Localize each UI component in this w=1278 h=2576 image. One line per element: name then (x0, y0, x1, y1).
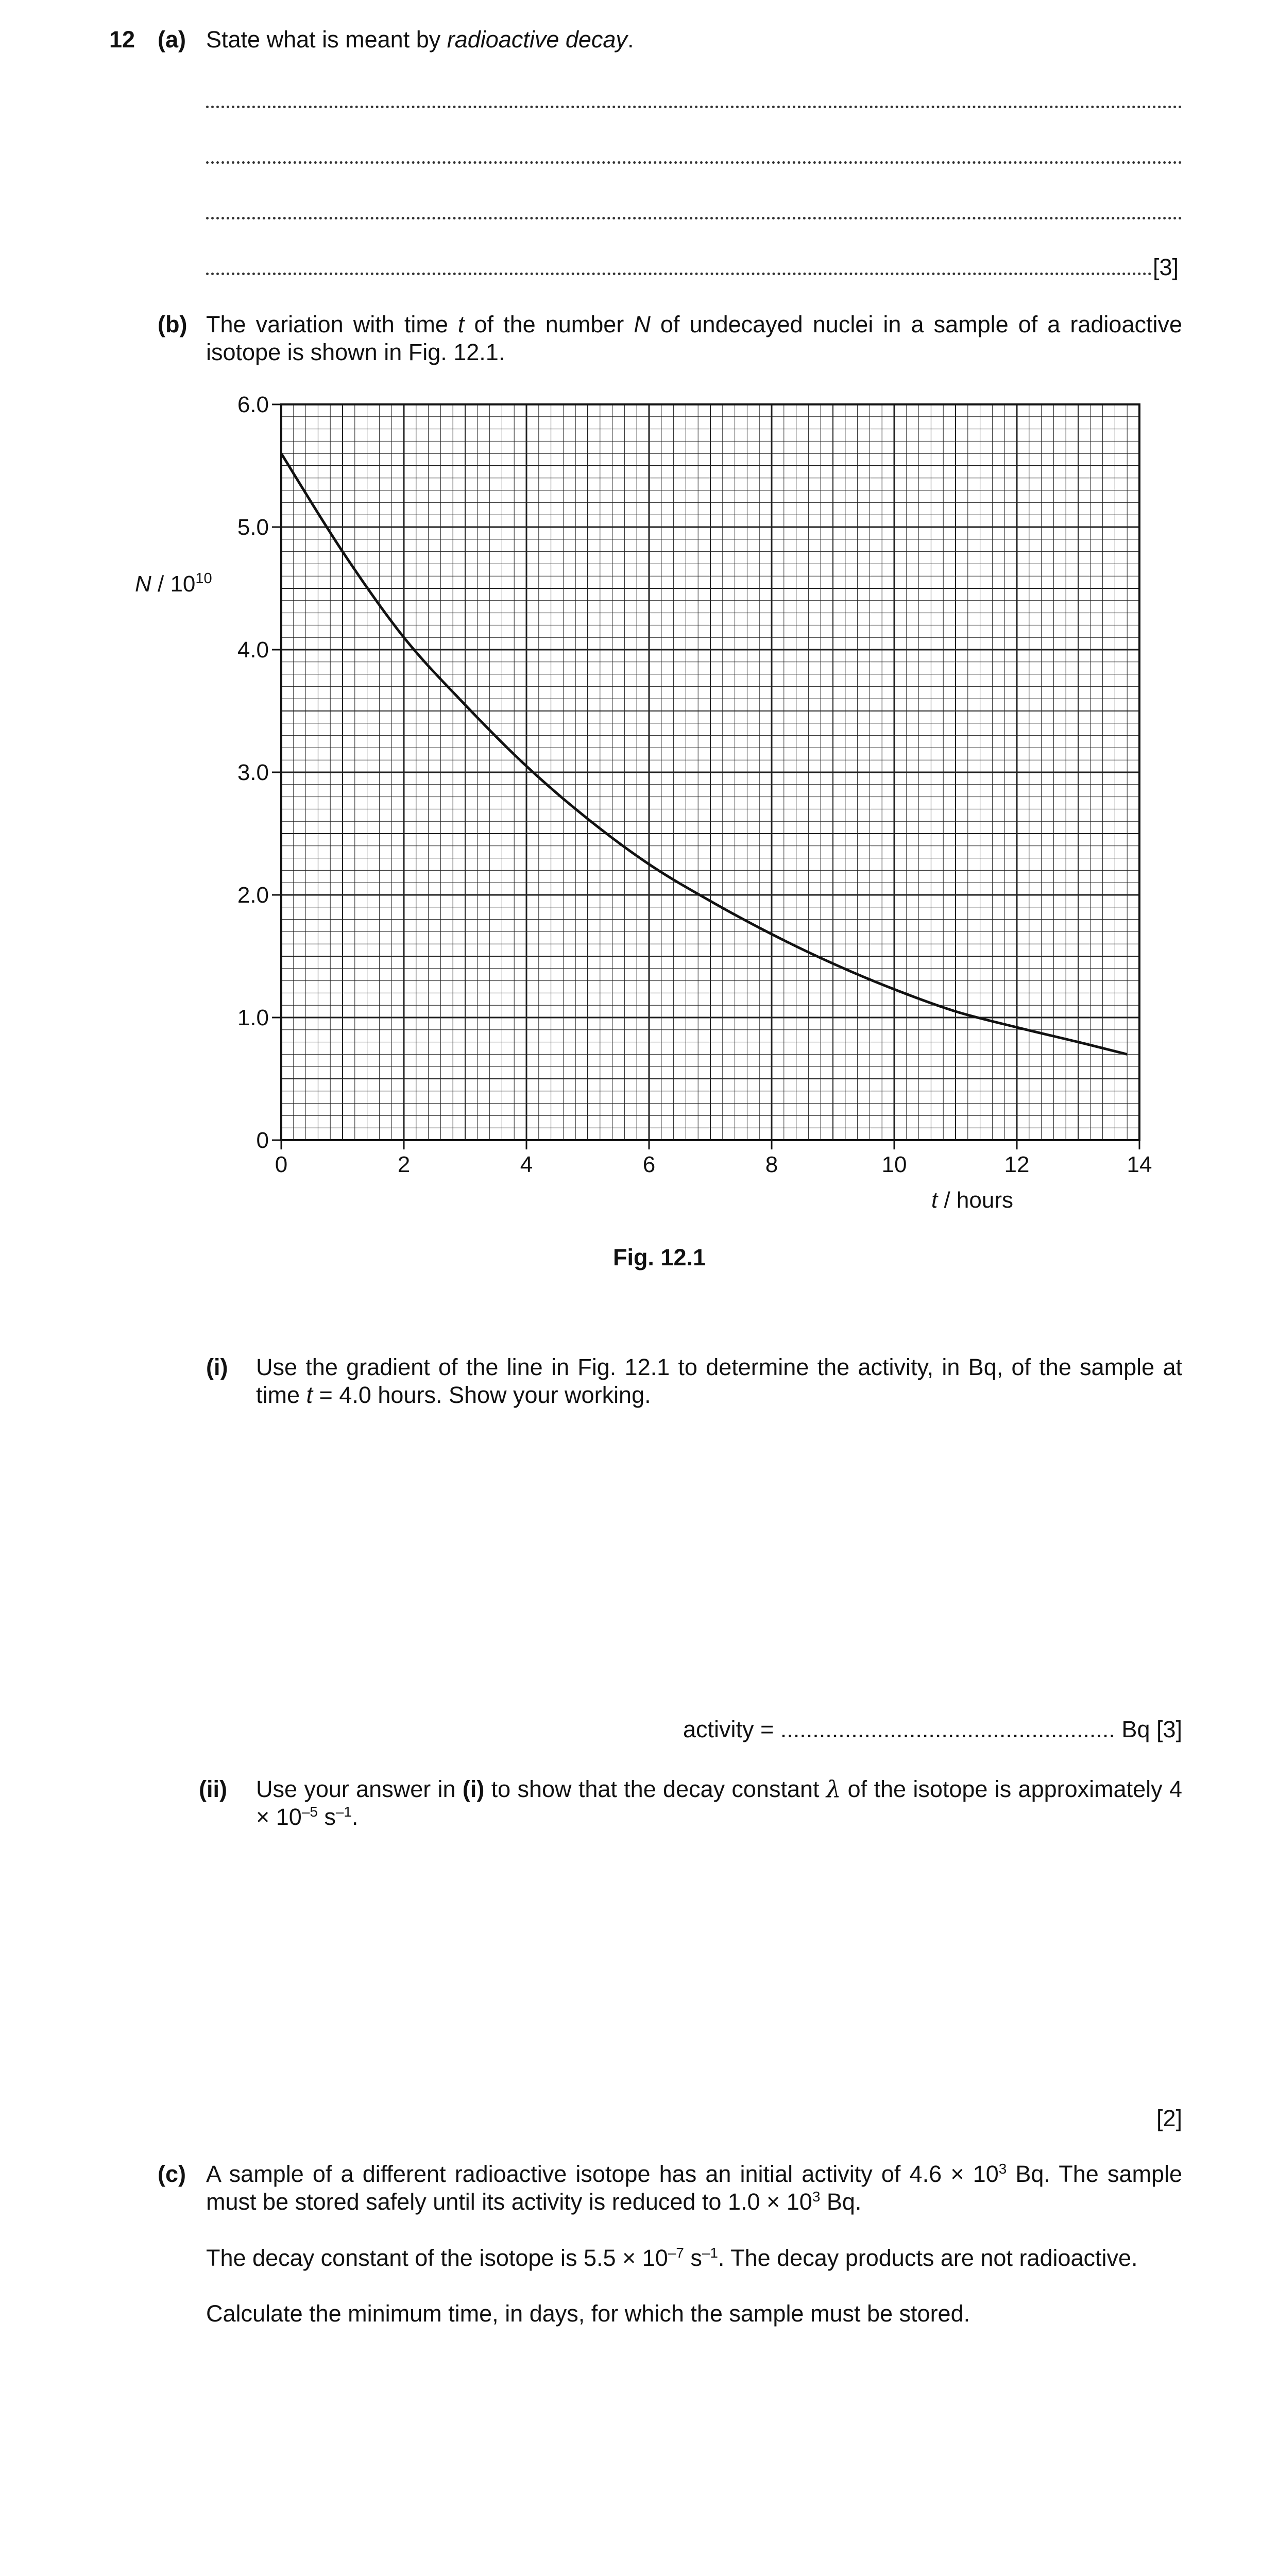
y-axis-exp: 10 (195, 570, 212, 587)
y-axis-unit: / 10 (151, 571, 196, 597)
x-tick-label: 2 (397, 1152, 411, 1177)
y-tick-label: 0 (256, 1128, 269, 1153)
part-bii-label: (ii) (199, 1776, 227, 1802)
y-tick-label: 3.0 (237, 760, 269, 785)
part-c-p1-text-2: Bq. The sample must be stored safely until its activity is reduced to 1.0 × 10 (206, 2161, 1183, 2215)
part-c-p1-text-3: Bq. (820, 2189, 862, 2215)
part-c-p2-exp-1: –7 (668, 2245, 684, 2261)
x-tick-label: 0 (275, 1152, 288, 1177)
part-bii-exp-1: –5 (301, 1804, 318, 1820)
axis-ticks (272, 404, 1139, 1149)
y-tick-label: 5.0 (237, 515, 269, 540)
part-a-prompt-term: radioactive decay (447, 26, 627, 53)
part-c-p2-text-3: . The decay products are not radioactive. (718, 2245, 1138, 2271)
part-b-intro-text-3: of undecayed nuclei in a sample of a radioactive isotope is shown in Fig. 12.1. (206, 311, 1182, 365)
activity-label: activity = (683, 1716, 780, 1742)
part-bii-exp-2: –1 (335, 1804, 352, 1820)
part-bi-text (256, 1353, 1182, 1409)
part-bii-text-5: . (351, 1804, 359, 1830)
part-c-p1-exp-2: 3 (812, 2189, 821, 2205)
x-tick-labels (275, 1152, 1152, 1177)
part-b-intro-N: N (634, 311, 651, 337)
x-tick-label: 8 (765, 1152, 778, 1177)
part-bi-text-1: Use the gradient of the line in Fig. 12.1 to determine the activity, in Bq, of the sample at time (256, 1354, 1182, 1408)
part-bii-text-1: Use your answer in (256, 1776, 463, 1802)
x-tick-label: 12 (1004, 1152, 1030, 1177)
part-b-intro-text-1: The variation with time (206, 311, 458, 337)
x-tick-label: 4 (520, 1152, 533, 1177)
part-b-intro-t: t (457, 311, 465, 337)
part-a-label: (a) (158, 26, 186, 53)
question-number: 12 (109, 26, 135, 53)
part-bii-text-4: s (317, 1804, 336, 1830)
part-c-p2-text-2: s (684, 2245, 702, 2271)
part-c-p1-text-1: A sample of a different radioactive isotope has an initial activity of 4.6 × 10 (206, 2161, 999, 2187)
part-c-para-1 (206, 2160, 1182, 2216)
y-axis-var: N (135, 571, 151, 597)
x-tick-label: 10 (881, 1152, 907, 1177)
part-c-p1-exp-1: 3 (998, 2161, 1007, 2177)
x-tick-label: 14 (1127, 1152, 1152, 1177)
part-b-label: (b) (158, 311, 188, 337)
part-bi-label: (i) (206, 1354, 228, 1380)
y-tick-label: 4.0 (237, 637, 269, 663)
y-tick-label: 2.0 (237, 883, 269, 908)
part-a-marks: [3] (1153, 254, 1179, 280)
part-c-para-3: Calculate the minimum time, in days, for which the sample must be stored. (206, 2300, 970, 2327)
lambda-symbol: λ (826, 1775, 841, 1803)
part-a-prompt-end: . (627, 26, 634, 53)
x-axis-label (931, 1188, 1013, 1213)
y-axis-label (135, 570, 212, 597)
part-bii-text-3: of the isotope is approximately 4 × 10 (256, 1776, 1182, 1830)
activity-unit-marks: Bq [3] (1115, 1716, 1182, 1742)
activity-answer-field[interactable]: .................................................... (780, 1716, 1115, 1742)
part-bii-ref: (i) (462, 1776, 485, 1802)
part-bii-marks: [2] (1156, 2105, 1182, 2131)
part-bi-text-2: = 4.0 hours. Show your working. (313, 1382, 651, 1408)
figure-caption: Fig. 12.1 (612, 1244, 706, 1270)
part-c-para-2 (206, 2244, 1182, 2272)
part-c-p2-exp-2: –1 (702, 2245, 718, 2261)
part-bi-t: t (306, 1382, 313, 1408)
part-c-p2-text-1: The decay constant of the isotope is 5.5 × 10 (206, 2245, 668, 2271)
y-tick-labels (237, 392, 269, 1153)
x-axis-var: t (931, 1188, 938, 1213)
y-tick-label: 1.0 (237, 1005, 269, 1030)
x-tick-label: 6 (642, 1152, 656, 1177)
part-a-prompt-text: State what is meant by (206, 26, 447, 53)
activity-answer (683, 1716, 1182, 1743)
decay-curve (281, 453, 1127, 1054)
part-b-intro-text-2: of the number (464, 311, 634, 337)
part-c-label: (c) (158, 2161, 186, 2187)
x-axis-unit: / hours (938, 1188, 1013, 1213)
part-bii-text-2: to show that the decay constant (484, 1776, 826, 1802)
y-tick-label: 6.0 (237, 392, 269, 417)
part-bii-text (256, 1775, 1182, 1831)
